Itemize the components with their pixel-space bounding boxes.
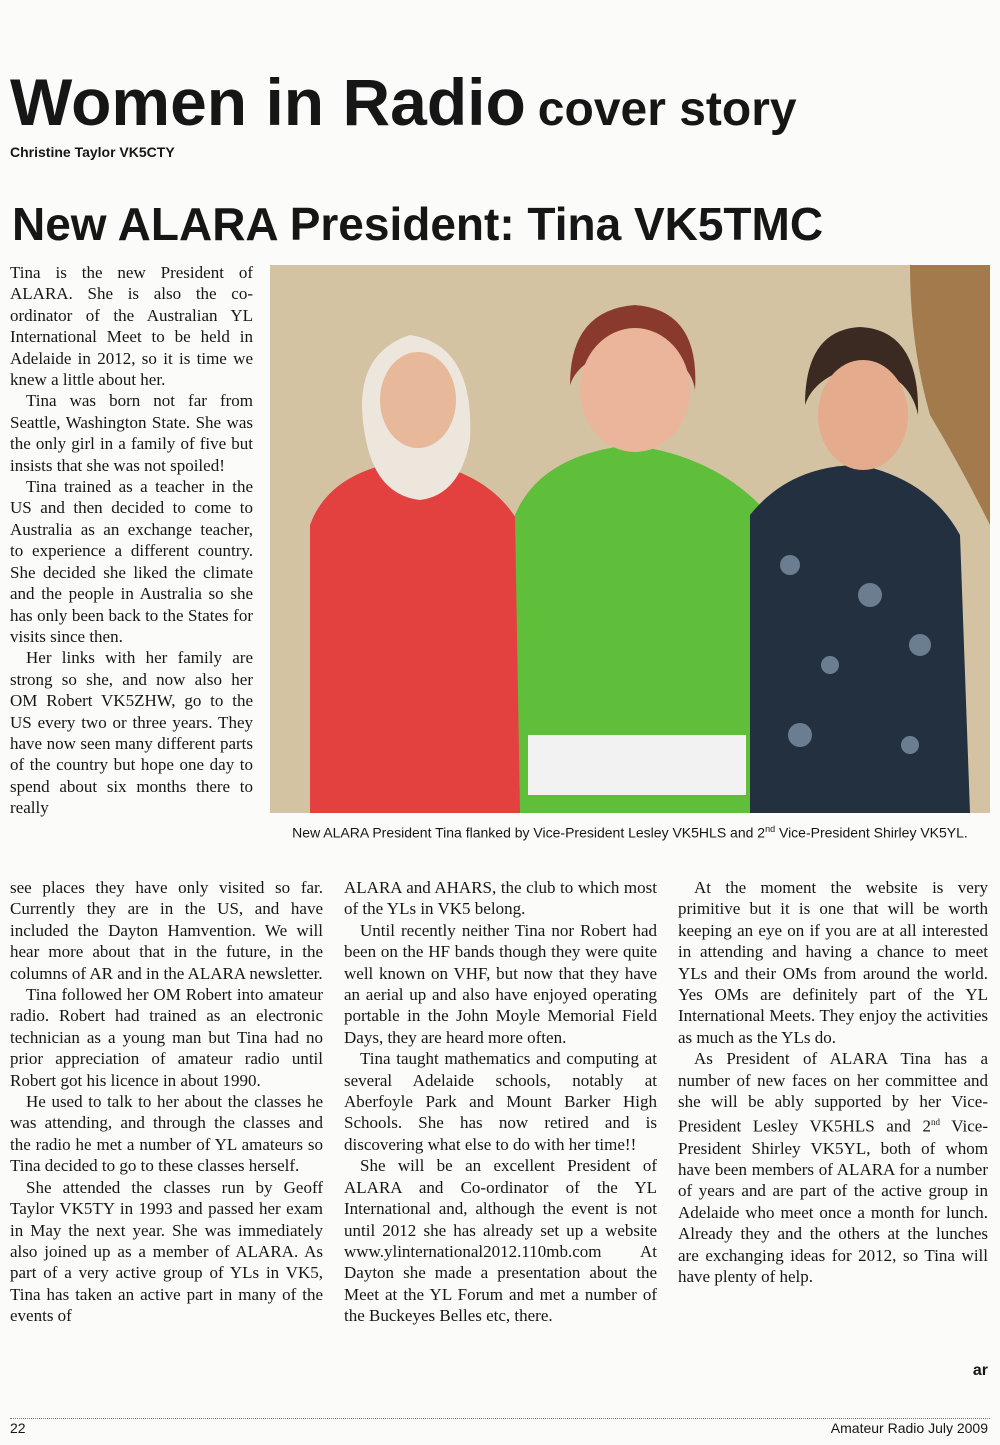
paragraph-text-end: Vice-President Shirley VK5YL, both of whom have been members of ALARA for a number of years and are part of the active group in Adelaide who meet once a month for lunch. Already they and the others at the lunches are exchanging ideas for 2012, so Tina will have plenty of help.: [678, 1117, 988, 1286]
cover-photo: [270, 265, 990, 813]
footer-rule: [10, 1418, 990, 1419]
caption-text: New ALARA President Tina flanked by Vice-President Lesley VK5HLS and 2: [292, 824, 766, 841]
paragraph: Tina is the new President of ALARA. She is also the co-ordinator of the Australian YL International Meet to be held in Adelaide in 2012, so it is time we knew a little about her.: [10, 263, 253, 390]
footer-publication: Amateur Radio July 2009: [830, 1420, 988, 1436]
column-1-bottom: [10, 877, 323, 1327]
paragraph: She attended the classes run by Geoff Taylor VK5TY in 1993 and passed her exam in May the next year. She was immediately also joined up as a member of ALARA. As part of a very active group of YLs in VK5, Tina has taken an active part in many of the events of: [10, 1177, 323, 1326]
article-headline: New ALARA President: Tina VK5TMC: [12, 198, 824, 250]
photo-illustration: [270, 265, 990, 813]
paragraph: Until recently neither Tina nor Robert had been on the HF bands though they were quite well known on VHF, but now that they have an aerial up and also have enjoyed operating portable in the John Moyle Memorial Field Days, they are heard more often.: [344, 920, 657, 1047]
caption-text-end: Vice-President Shirley VK5YL.: [775, 824, 968, 841]
paragraph: At the moment the website is very primitive but it is one that will be worth keeping an eye on if you are at all interested in attending and having a chance to meet YLs and their OMs from around the world. Yes OMs are definitely part of the YL International Meets. They enjoy the activities as much as the YLs do.: [678, 878, 988, 1047]
paragraph-text: As President of ALARA Tina has a number of new faces on her committee and she will be ably supported by her Vice-President Lesley VK5HLS and 2: [678, 1049, 988, 1137]
paragraph-superscript: nd: [930, 1117, 940, 1128]
paragraph: ALARA and AHARS, the club to which most of the YLs in VK5 belong.: [344, 878, 657, 919]
page-number: 22: [10, 1420, 26, 1436]
column-1-top: [10, 262, 253, 819]
section-title: [10, 64, 797, 148]
paragraph: Tina was born not far from Seattle, Washington State. She was the only girl in a family of five but insists that she was not spoiled!: [10, 391, 253, 475]
paragraph: Her links with her family are strong so she, and now also her OM Robert VK5ZHW, go to the US every two or three years. They have now seen many different parts of the country but hope one day to spend about six months there to really: [10, 648, 253, 818]
paragraph: He used to talk to her about the classes he was attending, and through the classes and the radio he met a number of YL amateurs so Tina decided to go to these classes herself.: [10, 1092, 323, 1176]
section-title-main: Women in Radio: [10, 65, 526, 139]
photo-caption: [270, 820, 990, 843]
paragraph: She will be an excellent President of ALARA and Co-ordinator of the YL International and, although the event is not until 2012 she has already set up a website www.ylinternational2012.110mb.com At Dayton she made a presentation about the Meet at the YL Forum and met a number of the Buckeyes Belles etc, there.: [344, 1156, 657, 1326]
caption-superscript: nd: [765, 824, 776, 834]
author-byline: Christine Taylor VK5CTY: [10, 144, 175, 160]
paragraph: see places they have only visited so far. Currently they are in the US, and have included the Dayton Hamvention. We will hear more about that in the future, in the columns of AR and in the ALARA newsletter.: [10, 878, 323, 983]
paragraph-last: [678, 1048, 988, 1287]
end-mark: ar: [972, 1362, 988, 1379]
paragraph: Tina followed her OM Robert into amateur radio. Robert had trained as an electronic technician as a young man but Tina had no prior appreciation of amateur radio until Robert got his licence in about 1990.: [10, 985, 323, 1090]
paragraph: Tina taught mathematics and computing at several Adelaide schools, notably at Aberfoyle Park and Mount Barker High Schools. She has now retired and is discovering what else to do with her time!!: [344, 1049, 657, 1154]
paragraph: Tina trained as a teacher in the US and then decided to come to Australia as an exchange teacher, to experience a different country. She decided she liked the climate and the people in Australia so she has only been back to the States for visits since then.: [10, 477, 253, 646]
column-3: [678, 877, 988, 1287]
column-2: [344, 877, 657, 1327]
section-title-sub: cover story: [537, 83, 797, 136]
